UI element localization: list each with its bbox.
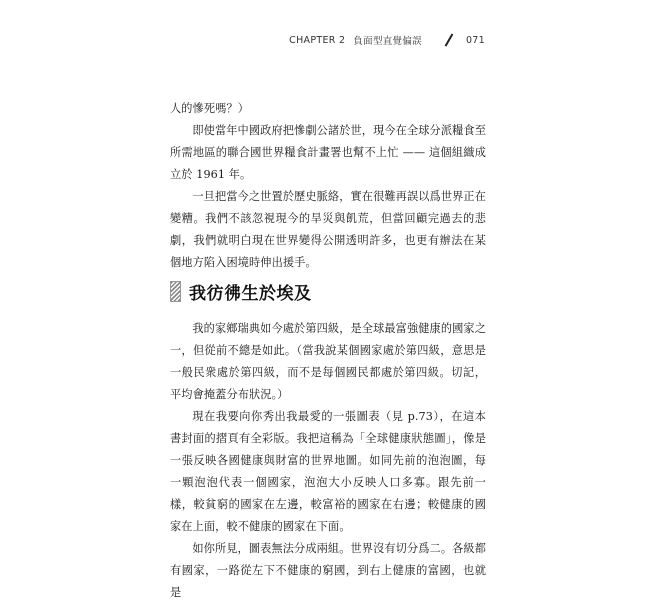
intro-text-block — [170, 98, 486, 274]
chapter-number: CHAPTER 2 — [289, 34, 346, 46]
heading-marker-icon — [170, 281, 181, 302]
paragraph-continuation: 人的慘死嗎？） — [170, 102, 250, 115]
chapter-title: 負面型直覺偏誤 — [353, 36, 422, 47]
paragraph: 如你所見，圖表無法分成兩組。世界沒有切分爲二。各級都有國家，一路從左下不健康的窮國，到右上健康的富國，也就是 — [170, 542, 486, 599]
page-number: 071 — [465, 34, 485, 46]
section-text-block — [170, 318, 486, 604]
paragraph: 即使當年中國政府把慘劇公諸於世，現今在全球分派糧食至所需地區的聯合國世界糧食計畫署也幫不上忙 —— 這個組織成立於 1961 年。 — [170, 124, 486, 181]
paragraph: 現在我要向你秀出我最愛的一張圖表（見 p.73），在這本書封面的摺頁有全彩版。我把這稱為「全球健康狀態圖」，像是一張反映各國健康與財富的世界地圖。如同先前的泡泡圖，每一顆泡泡代表一個國家，泡泡大小反映人口多寡。跟先前一樣，較貧窮的國家在左邊，較富裕的國家在右邊；較健康的國家在上面，較不健康的國家在下面。 — [170, 410, 486, 533]
paragraph: 我的家鄉瑞典如今處於第四級，是全球最富強健康的國家之一，但從前不總是如此。（當我說某個國家處於第四級，意思是一般民衆處於第四級，而不是每個國民都處於第四級。切記，平均會掩蓋分布狀況。） — [170, 322, 486, 401]
paragraph: 一旦把當今之世置於歷史脈絡，實在很難再誤以爲世界正在變糟。我們不該忽視現今的旱災與飢荒，但當回顧完過去的悲劇，我們就明白現在世界變得公開透明許多，也更有辦法在某個地方陷入困境時伸出援手。 — [170, 190, 486, 269]
section-title: 我彷彿生於埃及 — [189, 283, 312, 304]
slash-divider-icon — [442, 34, 456, 46]
section-heading — [170, 278, 312, 304]
running-header — [289, 33, 485, 47]
